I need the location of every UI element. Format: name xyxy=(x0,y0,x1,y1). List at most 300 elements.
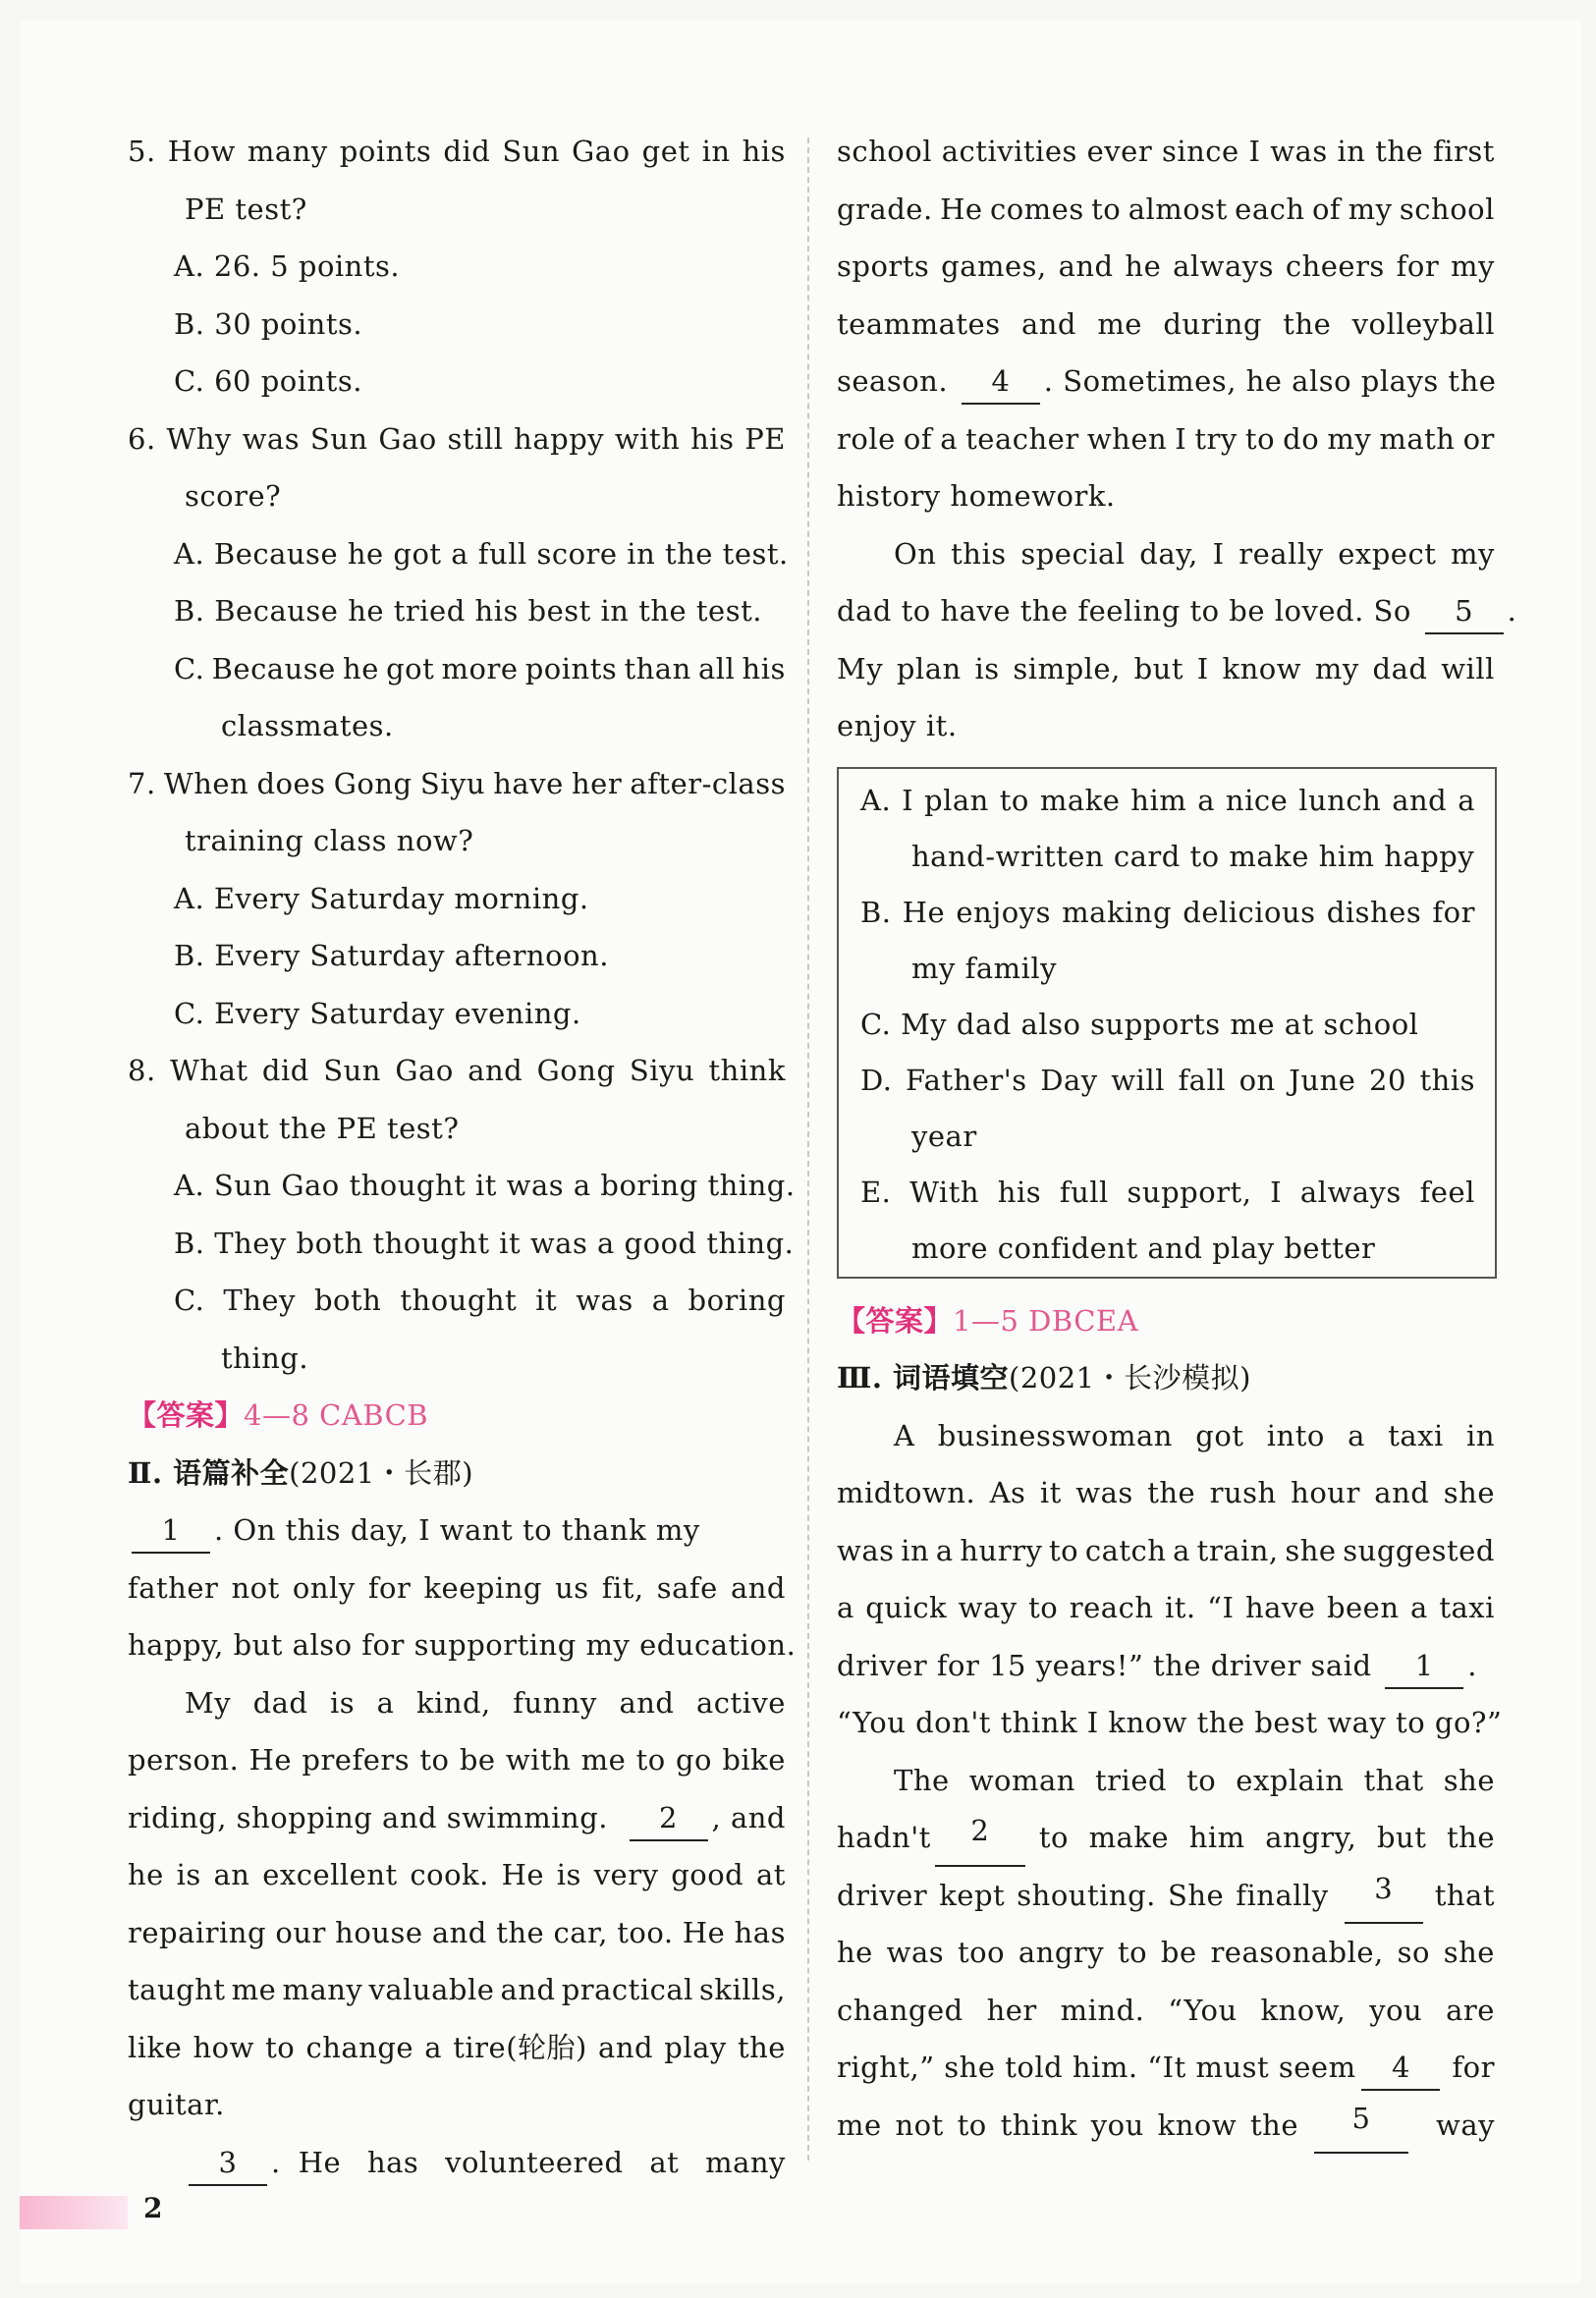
word: Why xyxy=(166,421,232,456)
word: Because xyxy=(211,651,336,685)
passage-line xyxy=(837,410,1495,468)
word: person. xyxy=(128,1743,240,1777)
story-line xyxy=(837,1982,1495,2040)
word: he xyxy=(343,651,379,685)
word: she xyxy=(1443,1763,1495,1797)
word: A. xyxy=(860,783,892,817)
word: an xyxy=(213,1858,250,1891)
story-blank-2[interactable]: 2 xyxy=(935,1809,1025,1867)
word: know xyxy=(1157,2107,1238,2142)
word: support, xyxy=(1127,1175,1252,1209)
question-7-option-c: C. Every Saturday evening. xyxy=(174,996,581,1030)
word: woman xyxy=(968,1763,1075,1797)
question-8-stem xyxy=(128,1042,786,1100)
question-6-option-c-cont: classmates. xyxy=(221,709,394,742)
question-5-stem xyxy=(128,123,786,181)
word: prefers xyxy=(302,1743,411,1777)
options-box xyxy=(837,767,1497,1279)
word: enjoys xyxy=(956,895,1051,929)
story-text: for xyxy=(1452,2051,1495,2084)
word: her xyxy=(986,1993,1037,2027)
answer-value: 4—8 CABCB xyxy=(244,1398,429,1432)
word: A xyxy=(894,1418,915,1452)
word: and xyxy=(598,2030,654,2064)
word: is xyxy=(556,1858,581,1891)
footer-decoration xyxy=(20,2196,128,2229)
word: think xyxy=(708,1054,786,1087)
word: He xyxy=(298,2145,342,2179)
word: a xyxy=(376,1685,395,1720)
page-number: 2 xyxy=(143,2192,163,2224)
word: taxi xyxy=(1388,1418,1444,1452)
word: 5. xyxy=(128,135,156,168)
word: me xyxy=(231,1973,277,2006)
word: to xyxy=(1117,1936,1148,1969)
answer-key-2 xyxy=(837,1292,1495,1350)
right-column xyxy=(837,123,1503,2154)
word: in xyxy=(901,1533,930,1567)
word: 6. xyxy=(128,421,156,456)
word: teacher xyxy=(965,421,1079,456)
word: the xyxy=(1250,2107,1298,2142)
word: are xyxy=(1446,1993,1495,2027)
question-5-option-c: C. 60 points. xyxy=(174,364,362,398)
word: a xyxy=(1348,1418,1365,1452)
section-2-title: Ⅱ. 语篇补全 xyxy=(128,1455,290,1490)
word: I xyxy=(1212,536,1225,571)
question-5-option-a: A. 26. 5 points. xyxy=(174,249,401,283)
word: after-class xyxy=(630,766,786,800)
word: simple, xyxy=(1013,651,1121,685)
option-a-cont: hand-written card to make him happy xyxy=(911,839,1475,873)
word: I xyxy=(1270,1175,1283,1209)
word: and xyxy=(730,1570,786,1605)
passage-line xyxy=(837,640,1495,698)
word: me xyxy=(580,1743,627,1777)
word: was xyxy=(1075,1476,1133,1509)
word: “I xyxy=(1207,1591,1235,1624)
passage-line xyxy=(837,353,1495,410)
word: will xyxy=(1111,1063,1165,1097)
word: active xyxy=(695,1685,786,1720)
word: My xyxy=(837,651,884,685)
blank-4[interactable]: 4 xyxy=(962,359,1040,405)
word: Gong xyxy=(536,1054,616,1087)
word: kept xyxy=(939,1878,1006,1912)
word: C. xyxy=(174,651,205,685)
word: really xyxy=(1238,536,1324,571)
word: but xyxy=(1376,1821,1427,1854)
option-e-cont: more confident and play better xyxy=(911,1231,1376,1265)
word: was xyxy=(1270,135,1328,168)
word: suggested xyxy=(1343,1533,1495,1567)
passage-text: season. xyxy=(837,364,949,398)
word: and xyxy=(619,1685,675,1720)
word: been xyxy=(1326,1591,1400,1624)
word: it xyxy=(1039,1476,1062,1509)
word: He xyxy=(902,895,946,929)
word: catch xyxy=(1084,1533,1167,1567)
word: try xyxy=(1194,421,1238,456)
passage-line xyxy=(128,1674,786,1732)
passage-line: happy, but also for supporting my education. xyxy=(128,1628,797,1662)
word: in xyxy=(1466,1418,1495,1452)
word: my xyxy=(1451,536,1495,571)
word: the xyxy=(1147,1476,1196,1509)
word: cook. xyxy=(410,1858,489,1891)
word: and xyxy=(468,1054,523,1087)
word: How xyxy=(167,135,236,168)
word: I xyxy=(1248,135,1261,168)
word: fit, xyxy=(601,1570,644,1605)
section-2-source: (2021・长郡) xyxy=(289,1455,474,1490)
word: like xyxy=(128,2030,183,2064)
word: hour xyxy=(1291,1476,1360,1509)
word: B. xyxy=(860,895,892,929)
story-line: “You don't think I know the best way to go?” xyxy=(837,1706,1503,1739)
story-text: way xyxy=(1436,2107,1495,2142)
passage-line: guitar. xyxy=(128,2088,225,2121)
word: change xyxy=(305,2030,414,2064)
word: him xyxy=(1130,783,1187,817)
word: will xyxy=(1441,651,1495,685)
question-7-stem-cont: training class now? xyxy=(185,824,474,857)
blank-5[interactable]: 5 xyxy=(1425,589,1504,634)
word: have xyxy=(1244,1591,1316,1624)
word: with xyxy=(614,421,681,456)
word: my xyxy=(1314,651,1359,685)
word: and xyxy=(1392,783,1448,817)
question-8-option-c-cont: thing. xyxy=(221,1340,309,1375)
option-e xyxy=(860,1165,1475,1221)
story-line xyxy=(837,1579,1495,1637)
word: to xyxy=(1028,1591,1059,1624)
word: C. xyxy=(174,1284,205,1317)
word: many xyxy=(247,135,328,168)
word: him xyxy=(1188,1821,1245,1854)
passage-line xyxy=(128,1904,786,1962)
story-blank-3[interactable]: 3 xyxy=(1345,1867,1423,1925)
passage-line xyxy=(837,181,1495,239)
word: My xyxy=(185,1685,232,1720)
word: a xyxy=(424,2030,443,2064)
word: my xyxy=(1451,249,1495,283)
passage-line xyxy=(128,1559,786,1617)
word: first xyxy=(1432,135,1495,168)
word: midtown. xyxy=(837,1476,976,1509)
passage-line xyxy=(837,123,1495,181)
word: car, xyxy=(553,1915,608,1949)
word: or xyxy=(1462,421,1495,456)
passage-line xyxy=(837,525,1495,583)
word: got xyxy=(1195,1418,1244,1452)
word: the xyxy=(1375,135,1424,168)
question-8-option-a: A. Sun Gao thought it was a boring thing. xyxy=(174,1169,796,1202)
word: into xyxy=(1266,1418,1325,1452)
word: Gao xyxy=(395,1054,454,1087)
story-words xyxy=(1039,1809,1495,1867)
section-3-source: (2021・长沙模拟) xyxy=(1009,1361,1251,1395)
word: many xyxy=(705,2145,786,2179)
word: was xyxy=(886,1936,945,1969)
word: both xyxy=(313,1284,382,1317)
word: his xyxy=(742,651,786,685)
answer-value: 1—5 DBCEA xyxy=(953,1303,1139,1338)
word: be xyxy=(1160,1936,1197,1969)
word: math xyxy=(1379,421,1456,456)
word: grade. xyxy=(837,192,933,226)
word: The xyxy=(894,1763,950,1797)
word: nice xyxy=(1225,783,1289,817)
word: not xyxy=(231,1570,280,1605)
word: lunch xyxy=(1298,783,1382,817)
word: quick xyxy=(865,1591,948,1624)
word: a xyxy=(935,1533,954,1567)
word: shouting. xyxy=(1017,1878,1156,1912)
word: has xyxy=(734,1915,786,1949)
word: mind. xyxy=(1060,1993,1145,2027)
word: that xyxy=(1363,1763,1424,1797)
question-6-stem xyxy=(128,410,786,468)
section-2-heading xyxy=(128,1445,786,1503)
word: of xyxy=(1311,192,1342,226)
word: finally xyxy=(1236,1878,1329,1912)
question-6-stem-cont: score? xyxy=(185,479,282,513)
word: get xyxy=(641,135,690,168)
word: always xyxy=(1299,1175,1402,1209)
passage-line xyxy=(128,2019,786,2077)
word: games, xyxy=(941,249,1047,283)
word: during xyxy=(1163,306,1262,341)
question-5-option-b: B. 30 points. xyxy=(174,306,363,341)
word: dad xyxy=(1372,651,1428,685)
word: expect xyxy=(1338,536,1437,571)
word: still xyxy=(447,421,504,456)
option-a xyxy=(860,773,1475,829)
word: He xyxy=(248,1743,293,1777)
word: make xyxy=(1039,783,1121,817)
passage-text: , and xyxy=(711,1800,786,1834)
word: too. xyxy=(617,1915,674,1949)
word: volunteered xyxy=(445,2145,624,2179)
passage-line: history homework. xyxy=(837,479,1116,513)
word: skills, xyxy=(699,1973,786,2006)
word: cheers xyxy=(1285,249,1385,283)
word: bike xyxy=(722,1743,786,1777)
word: in xyxy=(1337,135,1366,168)
word: train, xyxy=(1196,1533,1279,1567)
word: hurry xyxy=(960,1533,1043,1567)
word: got xyxy=(386,651,435,685)
word: it xyxy=(535,1284,558,1317)
word: What xyxy=(170,1054,248,1087)
story-line xyxy=(837,1752,1495,1810)
story-line: driver for 15 years!” the driver said 1 . xyxy=(837,1637,1495,1695)
word: safe xyxy=(656,1570,718,1605)
word: does xyxy=(256,766,326,800)
word: know xyxy=(1222,651,1302,685)
story-line xyxy=(837,2097,1495,2155)
word: a xyxy=(651,1284,670,1317)
word: this xyxy=(951,536,1007,571)
word: almost xyxy=(1128,192,1228,226)
blank-2[interactable]: 2 xyxy=(630,1796,708,1841)
left-column xyxy=(128,123,797,2191)
word: to xyxy=(1186,1763,1217,1797)
passage-line xyxy=(837,582,1495,640)
word: many xyxy=(282,1973,363,2006)
word: comes xyxy=(989,192,1084,226)
passage-line: 3 . He has volunteered at many xyxy=(128,2134,786,2192)
blank-3[interactable]: 3 xyxy=(189,2141,267,2186)
word: teammates xyxy=(837,306,1001,341)
word: Siyu xyxy=(419,766,486,800)
word: plan xyxy=(896,651,962,685)
story-blank-5[interactable]: 5 xyxy=(1314,2097,1408,2155)
word: but xyxy=(1133,651,1183,685)
word: I xyxy=(902,783,914,817)
word: and xyxy=(1058,249,1114,283)
word: to xyxy=(957,2107,987,2142)
story-blank-4[interactable]: 4 xyxy=(1361,2046,1440,2091)
word: repairing xyxy=(128,1915,267,1949)
word: do xyxy=(1283,421,1320,456)
word: activities xyxy=(941,135,1077,168)
word: think xyxy=(1000,2107,1077,2142)
word: she xyxy=(1285,1533,1337,1567)
passage-words xyxy=(299,2134,786,2192)
passage-text: dad to have the feeling to be loved. So xyxy=(837,594,1411,628)
word: Gao xyxy=(378,421,437,456)
word: at xyxy=(755,1858,786,1891)
word: so xyxy=(1397,1936,1430,1969)
section-3-title: Ⅲ. 词语填空 xyxy=(837,1361,1010,1395)
word: happy xyxy=(514,421,605,456)
passage-text: riding, shopping and swimming. xyxy=(128,1800,608,1834)
question-6-option-c xyxy=(128,640,786,698)
word: ever xyxy=(1086,135,1153,168)
passage-line xyxy=(128,1731,786,1789)
word: Father's xyxy=(906,1063,1027,1097)
question-8-option-b: B. They both thought it was a good thing. xyxy=(174,1226,795,1260)
word: house xyxy=(335,1915,423,1949)
word: it. xyxy=(1165,1591,1196,1624)
word: and xyxy=(431,1915,487,1949)
word: she xyxy=(1443,1936,1495,1969)
word: “You xyxy=(1168,1993,1238,2027)
word: funny xyxy=(513,1685,597,1720)
word: the xyxy=(1283,306,1332,341)
word: this xyxy=(1419,1063,1475,1097)
word: kind, xyxy=(415,1685,491,1720)
story-words xyxy=(837,1867,1329,1925)
word: plan xyxy=(924,783,989,817)
word: He xyxy=(501,1858,545,1891)
word: Gong xyxy=(333,766,413,800)
word: role xyxy=(837,421,896,456)
passage-line xyxy=(128,1502,786,1559)
word: school xyxy=(1399,192,1495,226)
word: to xyxy=(1038,1821,1069,1854)
word: is xyxy=(176,1858,201,1891)
word: I xyxy=(1175,421,1187,456)
answer-tag: 【答案】 xyxy=(128,1398,245,1432)
column-divider xyxy=(807,137,809,2161)
word: the xyxy=(496,1915,545,1949)
word: for xyxy=(367,1570,412,1605)
passage-line xyxy=(128,1789,786,1847)
word: he xyxy=(837,1936,873,1969)
word: June xyxy=(1289,1063,1356,1097)
story-text: driver for 15 years!” the driver said xyxy=(837,1648,1372,1682)
story-blank-1[interactable]: 1 xyxy=(1385,1644,1463,1689)
word: Siyu xyxy=(629,1054,695,1087)
story-line xyxy=(837,1407,1495,1465)
word: good xyxy=(671,1858,744,1891)
word: our xyxy=(275,1915,326,1949)
passage-line xyxy=(128,1961,786,2019)
story-text: that xyxy=(1434,1878,1495,1912)
word: sports xyxy=(837,249,930,283)
word: driver xyxy=(837,1878,928,1912)
word: his xyxy=(690,421,735,456)
word: me xyxy=(1097,306,1142,341)
question-8-option-c xyxy=(128,1272,786,1330)
word: practical xyxy=(561,1973,693,2006)
word: Day xyxy=(1040,1063,1098,1097)
word: the xyxy=(737,2030,786,2064)
word: making xyxy=(1062,895,1173,929)
option-b xyxy=(860,885,1475,941)
word: he xyxy=(128,1858,164,1891)
word: to xyxy=(265,2030,296,2064)
question-7-stem xyxy=(128,755,786,813)
question-7-option-b: B. Every Saturday afternoon. xyxy=(174,939,609,972)
word: As xyxy=(989,1476,1026,1509)
word: feel xyxy=(1419,1175,1475,1209)
word: than xyxy=(624,651,691,685)
word: she xyxy=(1443,1476,1495,1509)
word: thought xyxy=(400,1284,518,1317)
word: play xyxy=(664,2030,727,2064)
word: did xyxy=(261,1054,309,1087)
word: E. xyxy=(860,1175,892,1209)
word: go xyxy=(675,1743,713,1777)
word: full xyxy=(1059,1175,1109,1209)
option-d-cont: year xyxy=(911,1119,977,1153)
word: in xyxy=(701,135,731,168)
word: on xyxy=(1238,1063,1276,1097)
question-6-option-a: A. Because he got a full score in the test. xyxy=(174,536,789,571)
blank-1[interactable]: 1 xyxy=(132,1508,210,1554)
word: taxi xyxy=(1439,1591,1495,1624)
word: angry xyxy=(1018,1936,1105,1969)
word: at xyxy=(649,2145,680,2179)
word: way xyxy=(958,1591,1018,1624)
story-line xyxy=(837,1924,1495,1982)
word: a xyxy=(940,421,959,456)
word: 7. xyxy=(128,766,156,800)
word: father xyxy=(128,1570,219,1605)
word: boring xyxy=(688,1284,786,1317)
option-d xyxy=(860,1053,1475,1109)
story-line xyxy=(837,1867,1495,1925)
word: points xyxy=(339,135,432,168)
word: more xyxy=(441,651,519,685)
word: he xyxy=(1125,249,1162,283)
word: to xyxy=(1244,421,1276,456)
word: very xyxy=(593,1858,659,1891)
